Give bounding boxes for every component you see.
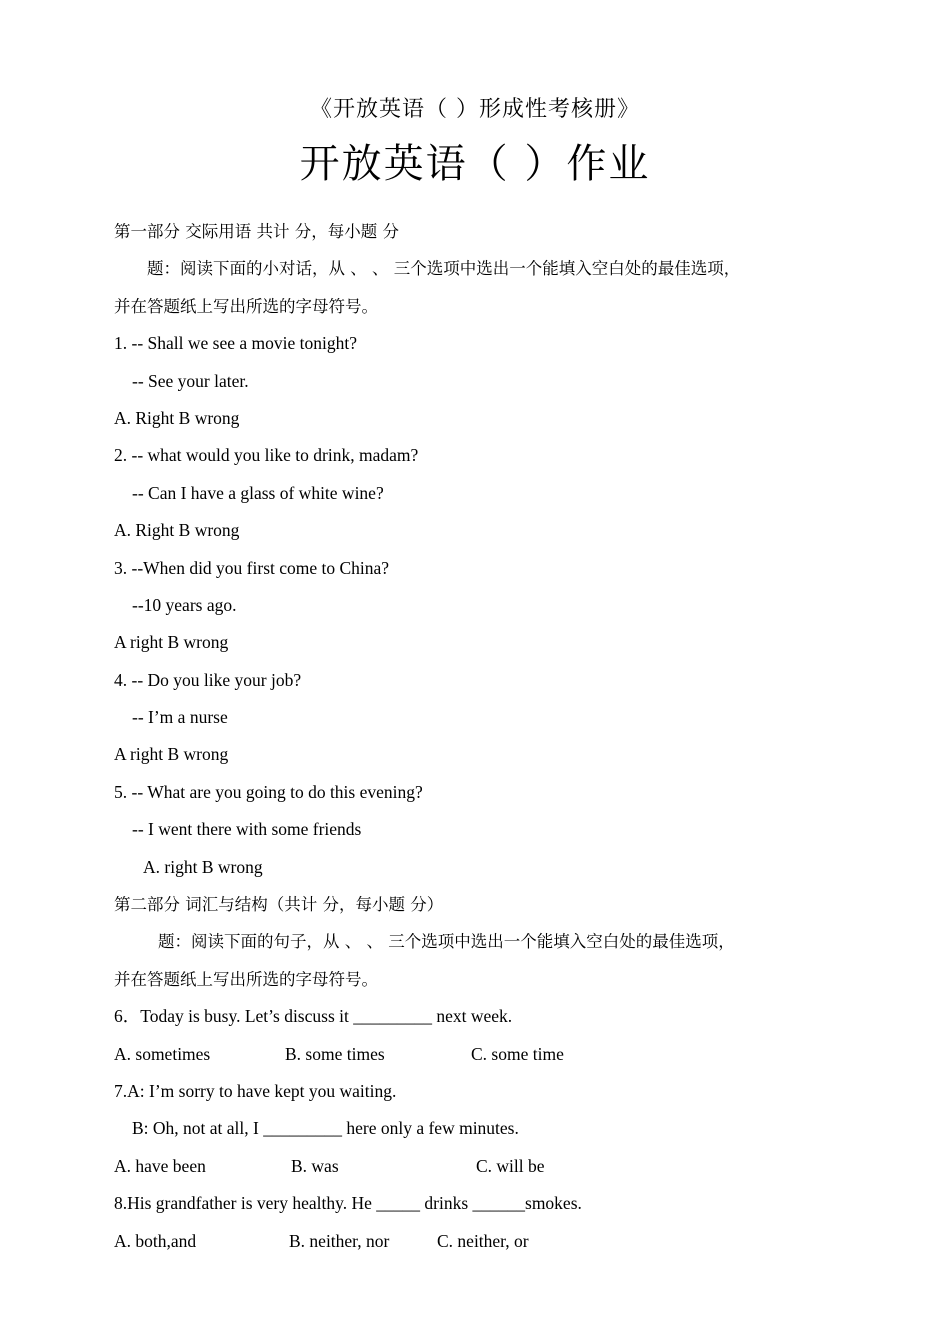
answer-3: --10 years ago. (132, 594, 237, 615)
part1-instruction-cont: 并在答题纸上写出所选的字母符号。 (114, 296, 378, 316)
answer-1: -- See your later. (132, 370, 249, 391)
assignment-title: 开放英语（ ）作业 (299, 141, 651, 187)
options-1: A. Right B wrong (114, 407, 240, 428)
options-7 (114, 1148, 864, 1185)
options-4: A right B wrong (114, 744, 229, 765)
part2-instruction: 题：阅读下面的句子，从 、 、 三个选项中选出一个能填入空白处的最佳选项， (158, 932, 735, 952)
answer-2: -- Can I have a glass of white wine? (132, 482, 384, 503)
answer-5: -- I went there with some friends (132, 819, 362, 840)
booklet-title: 《开放英语（ ）形成性考核册》 (310, 97, 640, 122)
option-6a: A. sometimes (114, 1043, 211, 1064)
question-2: 2. -- what would you like to drink, madam? (114, 445, 419, 466)
document-body (114, 213, 864, 1260)
part1-heading: 第一部分 交际用语 共计 分，每小题 分 (114, 222, 399, 241)
option-8c: C. neither, or (437, 1230, 529, 1251)
answer-4: -- I’m a nurse (132, 707, 228, 728)
option-7a: A. have been (114, 1155, 206, 1176)
option-6b: B. some times (285, 1043, 385, 1064)
question-6: 6．Today is busy. Let’s discuss it _________ next week. (114, 1006, 513, 1027)
question-8: 8.His grandfather is very healthy. He _____ drinks ______smokes. (114, 1193, 582, 1214)
option-7b: B. was (291, 1155, 339, 1176)
question-5: 5. -- What are you going to do this evening? (114, 781, 423, 802)
option-6c: C. some time (471, 1043, 564, 1064)
part1-instruction: 题：阅读下面的小对话，从 、 、 三个选项中选出一个能填入空白处的最佳选项， (147, 259, 741, 279)
question-1: 1. -- Shall we see a movie tonight? (114, 333, 357, 354)
question-4: 4. -- Do you like your job? (114, 669, 302, 690)
question-7: 7.A: I’m sorry to have kept you waiting. (114, 1080, 397, 1101)
options-3: A right B wrong (114, 632, 229, 653)
option-7c: C. will be (476, 1155, 545, 1176)
options-5: A. right B wrong (143, 856, 263, 877)
option-8b: B. neither, nor (289, 1230, 390, 1251)
option-8a: A. both,and (114, 1230, 197, 1251)
options-8 (114, 1223, 864, 1260)
part2-heading: 第二部分 词汇与结构（共计 分，每小题 分） (114, 895, 444, 915)
part2-instruction-cont: 并在答题纸上写出所选的字母符号。 (114, 969, 378, 989)
question-3: 3. --When did you first come to China? (114, 557, 390, 578)
options-2: A. Right B wrong (114, 520, 240, 541)
options-6 (114, 1036, 864, 1073)
question-7-line2: B: Oh, not at all, I _________ here only a few minutes. (132, 1118, 519, 1139)
